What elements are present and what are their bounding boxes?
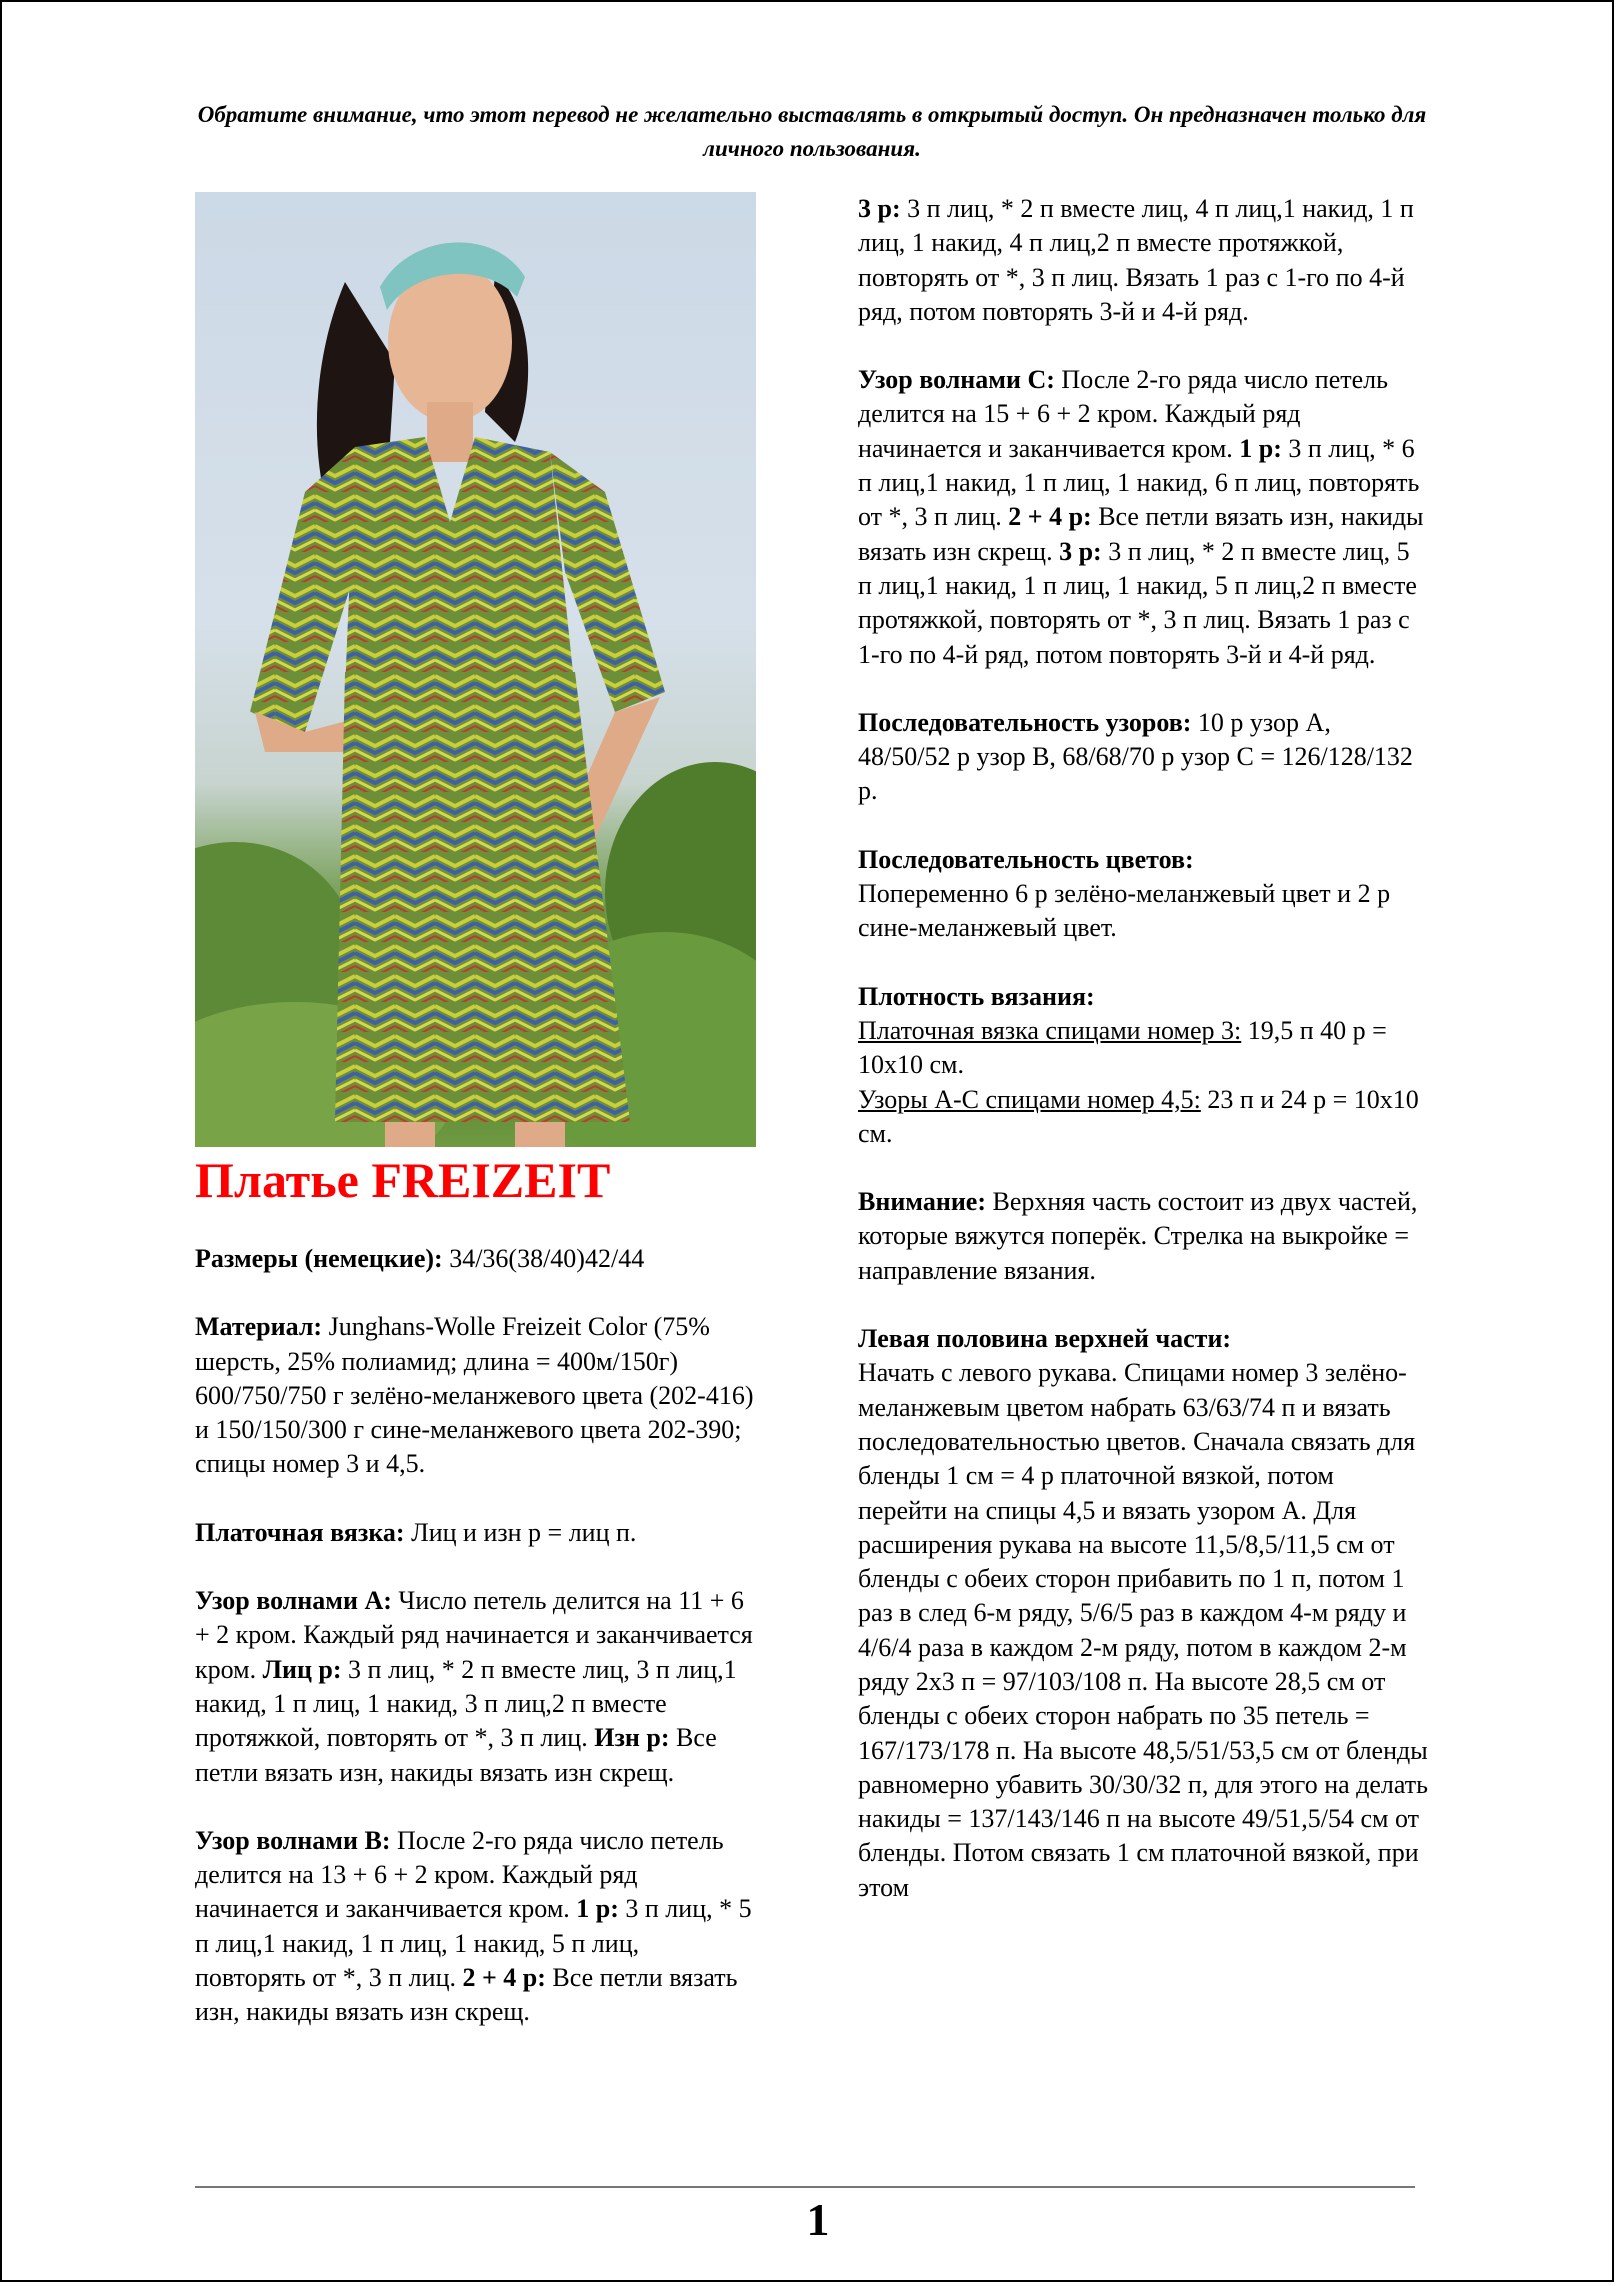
pattern-a-text-3: Все петли вязать изн, накиды вязать изн скрещ.: [195, 1723, 717, 1787]
sizes-text: 34/36(38/40)42/44: [442, 1244, 645, 1273]
material-text: Junghans-Wolle Freizeit Color (75% шерсть, 25% полиамид; длина = 400м/150г) 600/750/750 г зелёно-меланжевого цвета (202-416) и 150/150/300 г сине-меланжевого цвета 202-390; спицы номер 3 и 4,5.: [195, 1312, 754, 1479]
pattern-title: Платье FREIZEIT: [195, 1152, 611, 1208]
pattern-b-text-2: 3 п лиц, * 5 п лиц,1 накид, 1 п лиц, 1 накид, 5 п лиц, повторять от *, 3 п лиц.: [195, 1894, 752, 1993]
left-column: [195, 1242, 755, 2064]
pattern-c-text-1: После 2-го ряда число петель делится на 15 + 6 + 2 кром. Каждый ряд начинается и заканчивается кром.: [858, 365, 1388, 463]
pattern-c-bold-3: 3 р:: [1059, 536, 1102, 566]
platochnaya-paragraph: [195, 1516, 755, 1550]
pattern-c-paragraph: [858, 363, 1428, 672]
footer-divider: [195, 2186, 1415, 2188]
left-half-label: Левая половина верхней части:: [858, 1324, 1232, 1354]
pattern-b-text-1: После 2-го ряда число петель делится на 13 + 6 + 2 кром. Каждый ряд начинается и заканчивается кром.: [195, 1825, 724, 1924]
platochnaya-text: Лиц и изн р = лиц п.: [404, 1517, 637, 1547]
platochnaya-label: Платочная вязка:: [195, 1517, 405, 1547]
pattern-c-bold-2: 2 + 4 р:: [1008, 502, 1092, 532]
pattern-c-text-4: 3 п лиц, * 2 п вместе лиц, 5 п лиц,1 накид, 1 п лиц, 1 накид, 5 п лиц,2 п вместе протяжкой, повторять от *, 3 п лиц. Вязать 1 раз с 1-го по 4-й ряд, потом повторять 3-й и 4-й ряд.: [858, 536, 1417, 669]
pattern-a-label: Узор волнами A:: [195, 1586, 392, 1616]
attention-label: Внимание:: [858, 1187, 986, 1217]
left-half-paragraph: [858, 1322, 1428, 1905]
pattern-sequence-text: 10 р узор A, 48/50/52 р узор B, 68/68/70 р узор C = 126/128/132 р.: [858, 707, 1413, 806]
gauge-needle-45-value: 23 п и 24 р = 10x10 см.: [858, 1084, 1419, 1148]
pattern-b-paragraph: [195, 1824, 755, 2030]
pattern-a-bold-2: Изн р:: [594, 1723, 670, 1753]
pattern-b-bold-2: 2 + 4 р:: [462, 1963, 546, 1993]
pattern-b-text-3: Все петли вязать изн, накиды вязать изн скрещ.: [195, 1963, 738, 2027]
gauge-label: Плотность вязания:: [858, 981, 1095, 1011]
attention-paragraph: [858, 1185, 1428, 1288]
dress-photo: [195, 192, 756, 1147]
color-sequence-text: Попеременно 6 р зелёно-меланжевый цвет и 2 р сине-меланжевый цвет.: [858, 879, 1391, 943]
gauge-needle-3: Платочная вязка спицами номер 3:: [858, 1015, 1242, 1045]
dress-photo-illustration: [195, 192, 756, 1147]
attention-text: Верхняя часть состоит из двух частей, которые вяжутся поперёк. Стрелка на выкройке = направление вязания.: [858, 1187, 1418, 1285]
pattern-a-paragraph: [195, 1584, 755, 1790]
pattern-sequence-label: Последовательность узоров:: [858, 707, 1192, 737]
material-label: Материал:: [195, 1312, 323, 1342]
material-paragraph: [195, 1310, 755, 1481]
gauge-paragraph: [858, 980, 1428, 1151]
pattern-c-bold-1: 1 р:: [1239, 433, 1282, 463]
pattern-c-text-2: 3 п лиц, * 6 п лиц,1 накид, 1 п лиц, 1 накид, 6 п лиц, повторять от *, 3 п лиц.: [858, 433, 1420, 532]
pattern-b-row3-label: 3 р:: [858, 194, 901, 223]
pattern-b-row3-text: 3 п лиц, * 2 п вместе лиц, 4 п лиц,1 накид, 1 п лиц, 1 накид, 4 п лиц,2 п вместе протяжкой, повторять от *, 3 п лиц. Вязать 1 раз с 1-го по 4-й ряд, потом повторять 3-й и 4-й ряд.: [858, 194, 1414, 326]
pattern-c-label: Узор волнами C:: [858, 365, 1055, 395]
color-sequence-label: Последовательность цветов:: [858, 844, 1194, 874]
sizes-paragraph: [195, 1242, 755, 1276]
pattern-b-label: Узор волнами B:: [195, 1825, 391, 1855]
pattern-b-bold-1: 1 р:: [576, 1894, 619, 1924]
pattern-a-text-2: 3 п лиц, * 2 п вместе лиц, 3 п лиц,1 накид, 1 п лиц, 1 накид, 3 п лиц,2 п вместе протяжкой, повторять от *, 3 п лиц.: [195, 1654, 737, 1753]
pattern-a-bold-1: Лиц р:: [262, 1654, 342, 1684]
pattern-b-continued: [858, 192, 1428, 329]
copyright-notice: Обратите внимание, что этот перевод не желательно выставлять в открытый доступ. Он предназначен только для личного пользования.: [197, 102, 1427, 161]
left-half-text: Начать с левого рукава. Спицами номер 3 зелёно-меланжевым цветом набрать 63/63/74 п и вязать последовательностью цветов. Сначала связать для бленды 1 см = 4 р платочной вязкой, потом перейти на спицы 4,5 и вязать узором A. Для расширения рукава на высоте 11,5/8,5/11,5 см от бленды с обеих сторон прибавить по 1 п, потом 1 раз в след 6-м ряду, 5/6/5 раз в каждом 4-м ряду и 4/6/4 раза в каждом 2-м ряду, потом в каждом 2-м ряду 2x3 п = 97/103/108 п. На высоте 28,5 см от бленды с обеих сторон набрать по 35 петель = 167/173/178 п. На высоте 48,5/51/53,5 см от бленды равномерно убавить 30/30/32 п, для этого на делать накиды = 137/143/146 п на высоте 49/51,5/54 см от бленды. Потом связать 1 см платочной вязкой, при этом: [858, 1358, 1428, 1902]
right-column: [858, 192, 1428, 1939]
sizes-label: Размеры (немецкие):: [195, 1244, 443, 1273]
gauge-needle-45: Узоры A-C спицами номер 4,5:: [858, 1084, 1201, 1114]
gauge-needle-3-value: 19,5 п 40 р = 10x10 см.: [858, 1015, 1387, 1080]
pattern-c-text-3: Все петли вязать изн, накиды вязать изн скрещ.: [858, 502, 1424, 566]
pattern-a-text-1: Число петель делится на 11 + 6 + 2 кром. Каждый ряд начинается и заканчивается кром.: [195, 1586, 753, 1684]
page-number: 1: [806, 2194, 830, 2245]
color-sequence-paragraph: [858, 843, 1428, 946]
pattern-sequence-paragraph: [858, 706, 1428, 809]
